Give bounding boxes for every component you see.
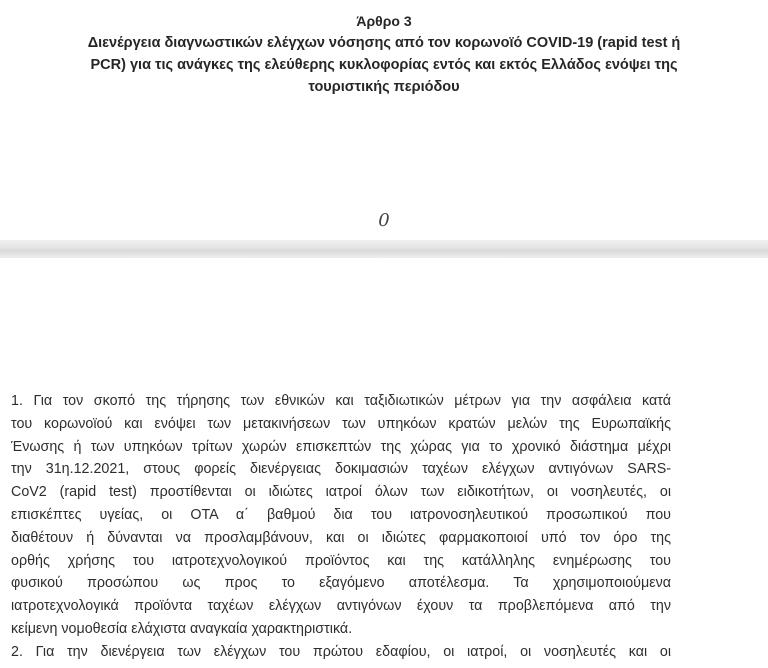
- paragraph-line: κείμενη νομοθεσία ελάχιστα αναγκαία χαρακτηριστικά.: [11, 620, 353, 637]
- paragraph-line: Ένωσης ή των υπηκόων τρίτων χωρών επισκεπτών της χώρας για το χρονικό διάστημα μέχρι: [11, 438, 671, 455]
- article-heading: [0, 10, 768, 98]
- paragraph-line: CoV2 (rapid test) προστίθενται οι ιδιώτες ιατροί όλων των ειδικοτήτων, οι νοσηλευτές, οι: [11, 484, 671, 501]
- paragraph-line: την 31η.12.2021, στους φορείς διενέργειας δοκιμασιών ταχέων ελέγχων αντιγόνων SARS-: [11, 461, 671, 478]
- paragraph-line: του κορωνοϊού και ενόψει των μετακινήσεων των υπηκόων κρατών μελών της Ευρωπαϊκής: [11, 415, 671, 432]
- paragraph-line: διαθέτουν ή δύνανται να προσλαμβάνουν, και οι ιδιώτες φαρμακοποιοί υπό τον όρο της: [11, 529, 671, 546]
- paragraph-1: [11, 390, 671, 664]
- paragraph-line: 1. Για τον σκοπό της τήρησης των εθνικών και ταξιδιωτικών μέτρων για την ασφάλεια κατά: [11, 393, 671, 409]
- paragraph-line: ορθής χρήσης του ιατροτεχνολογικού προϊόντος και της κατάλληλης ενημέρωσης του: [11, 552, 671, 569]
- article-title-line-1: Διενέργεια διαγνωστικών ελέγχων νόσησης από τον κορωνοϊό COVID-19 (rapid test ή: [87, 35, 681, 51]
- document-page-upper: [0, 0, 768, 240]
- article-number: Άρθρο 3: [356, 13, 412, 29]
- page-number: 0: [378, 210, 390, 231]
- paragraph-2-partial-line: 2. Για την διενέργεια των ελέγχων του πρώτου εδαφίου, οι ιατροί, οι νοσηλευτές και οι: [11, 643, 671, 660]
- paragraph-line: φυσικού προσώπου ως προς το εξαγόμενο αποτέλεσμα. Τα χρησιμοποιούμενα: [11, 575, 671, 592]
- article-title-line-2: PCR) για τις ανάγκες της ελεύθερης κυκλοφορίας εντός και εκτός Ελλάδος ενόψει της: [90, 57, 678, 73]
- page-separator: [0, 240, 768, 258]
- article-title-line-3: τουριστικής περιόδου: [308, 79, 460, 95]
- paragraph-line: επισκέπτες υγείας, οι ΟΤΑ α΄ βαθμού δια του ιατρονοσηλευτικού προσωπικού που: [11, 506, 671, 523]
- paragraph-line: ιατροτεχνολογικά προϊόντα ταχέων ελέγχων αντιγόνων έχουν τα προβλεπόμενα από την: [11, 598, 671, 615]
